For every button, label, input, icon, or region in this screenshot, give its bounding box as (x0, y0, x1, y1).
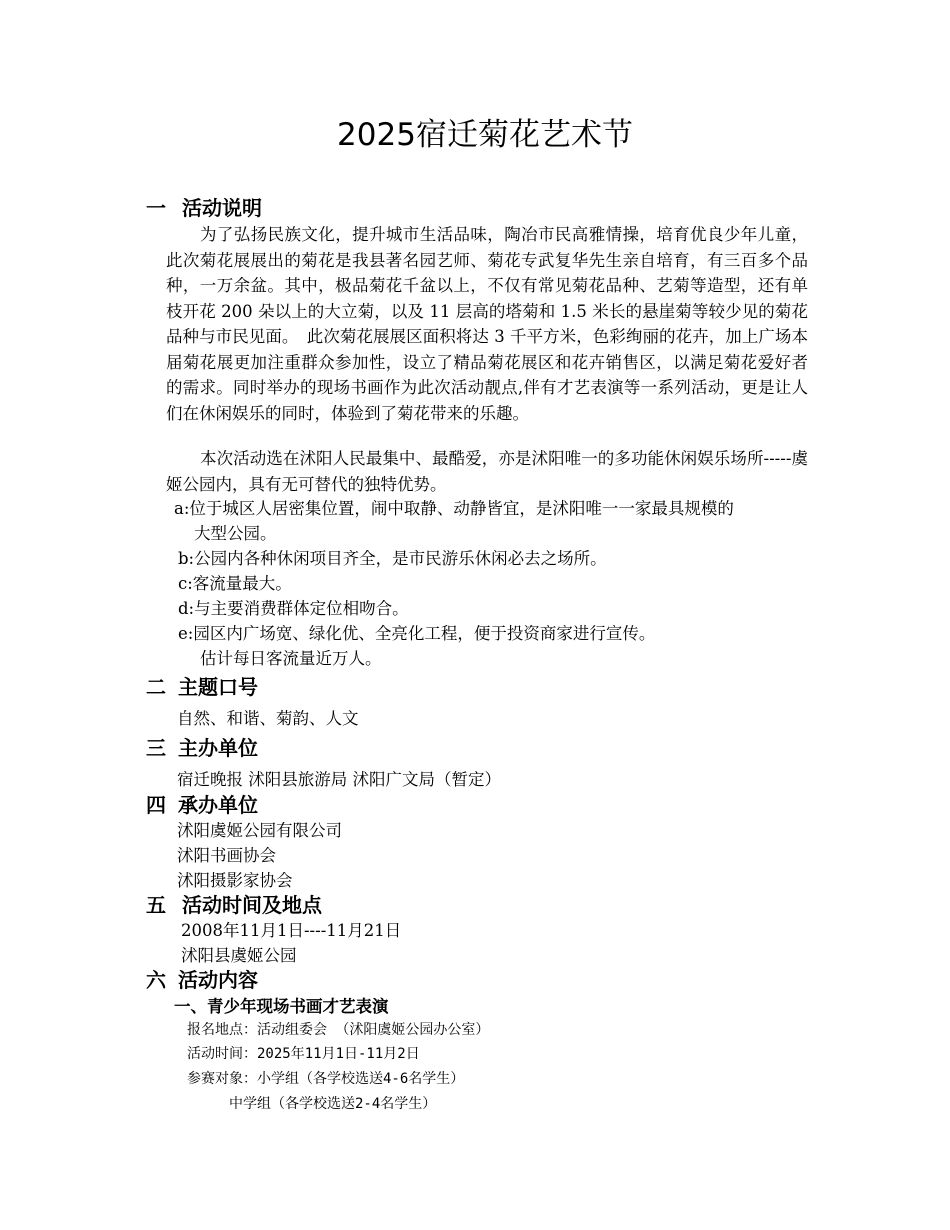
section-title: 活动内容 (178, 968, 258, 992)
paragraph-intro: 为了弘扬民族文化，提升城市生活品味，陶冶市民高雅情操，培育优良少年儿童，此次菊花展展出的菊花是我县著名园艺师、菊花专武复华先生亲自培育，有三百多个品种，一万余盆。其中，极品菊花千盆以上，不仅有常见菊花品种、艺菊等造型，还有单枝开花 200 朵以上的大立菊，以及 11 层高的塔菊和 1.5 米长的悬崖菊等较少见的菊花品种与市民见面。 此次菊花展展区面积将达 3 千平方米，色彩绚丽的花卉，加上广场本届菊花展更加注重群众参加性，设立了精品菊花展区和花卉销售区，以满足菊花爱好者的需求。同时举办的现场书画作为此次活动靓点,伴有才艺表演等一系列活动，更是让人们在休闲娱乐的同时，体验到了菊花带来的乐趣。 (166, 225, 808, 423)
list-item-d: d:与主要消费群体定位相吻合。 (178, 599, 409, 618)
list-item-a: a:位于城区人居密集位置，闹中取静、动静皆宜，是沭阳唯一一家最具规模的 (174, 499, 734, 518)
event-place: 沭阳县虞姬公园 (181, 946, 297, 965)
list-item-e: e:园区内广场宽、绿化优、全亮化工程，便于投资商家进行宣传。 (178, 624, 656, 643)
hosts-text: 宿迁晚报 沭阳县旅游局 沭阳广文局（暂定） (177, 770, 501, 789)
event-time: 2008年11月1日----11月21日 (181, 921, 402, 940)
organizer-item: 沭阳虞姬公园有限公司 (177, 821, 342, 840)
section-heading-2 (146, 673, 258, 701)
section-title: 活动时间及地点 (182, 893, 322, 917)
organizer-item: 沭阳书画协会 (177, 846, 276, 865)
list-item-c: c:客流量最大。 (178, 574, 292, 593)
section-title: 主办单位 (178, 736, 258, 760)
section-number: 五 (146, 893, 166, 917)
section-title: 承办单位 (178, 793, 258, 817)
section-heading-1 (146, 194, 262, 222)
section-heading-3 (146, 734, 258, 762)
section-title: 活动说明 (182, 196, 262, 220)
list-item-a-continued: 大型公园。 (194, 524, 277, 543)
section-heading-5 (146, 891, 322, 919)
list-item-b: b:公园内各种休闲项目齐全，是市民游乐休闲必去之场所。 (178, 549, 607, 568)
section-number: 六 (146, 968, 166, 992)
signup-location: 报名地点：活动组委会 （沭阳虞姬公园办公室） (187, 1022, 490, 1038)
organizer-item: 沭阳摄影家协会 (177, 871, 293, 890)
section-number: 三 (146, 736, 166, 760)
page-title: 2025宿迁菊花艺术节 (337, 117, 633, 153)
slogan-text: 自然、和谐、菊韵、人文 (177, 709, 359, 728)
section-number: 一 (146, 196, 166, 220)
section-heading-4 (146, 791, 258, 819)
estimate-text: 估计每日客流量近万人。 (200, 649, 382, 668)
subsection-title: 一、青少年现场书画才艺表演 (174, 997, 389, 1016)
section-heading-6 (146, 966, 258, 994)
section-title: 主题口号 (178, 675, 258, 699)
section-number: 二 (146, 675, 166, 699)
participants-primary: 参赛对象：小学组（各学校选送4-6名学生） (187, 1071, 465, 1087)
activity-time: 活动时间：2025年11月1日-11月2日 (187, 1046, 420, 1062)
paragraph-location: 本次活动选在沭阳人民最集中、最酷爱，亦是沭阳唯一的多功能休闲娱乐场所-----虞姬公园内，具有无可替代的独特优势。 (166, 449, 808, 494)
section-number: 四 (146, 793, 166, 817)
participants-middle: 中学组（各学校选送2-4名学生） (229, 1096, 437, 1112)
